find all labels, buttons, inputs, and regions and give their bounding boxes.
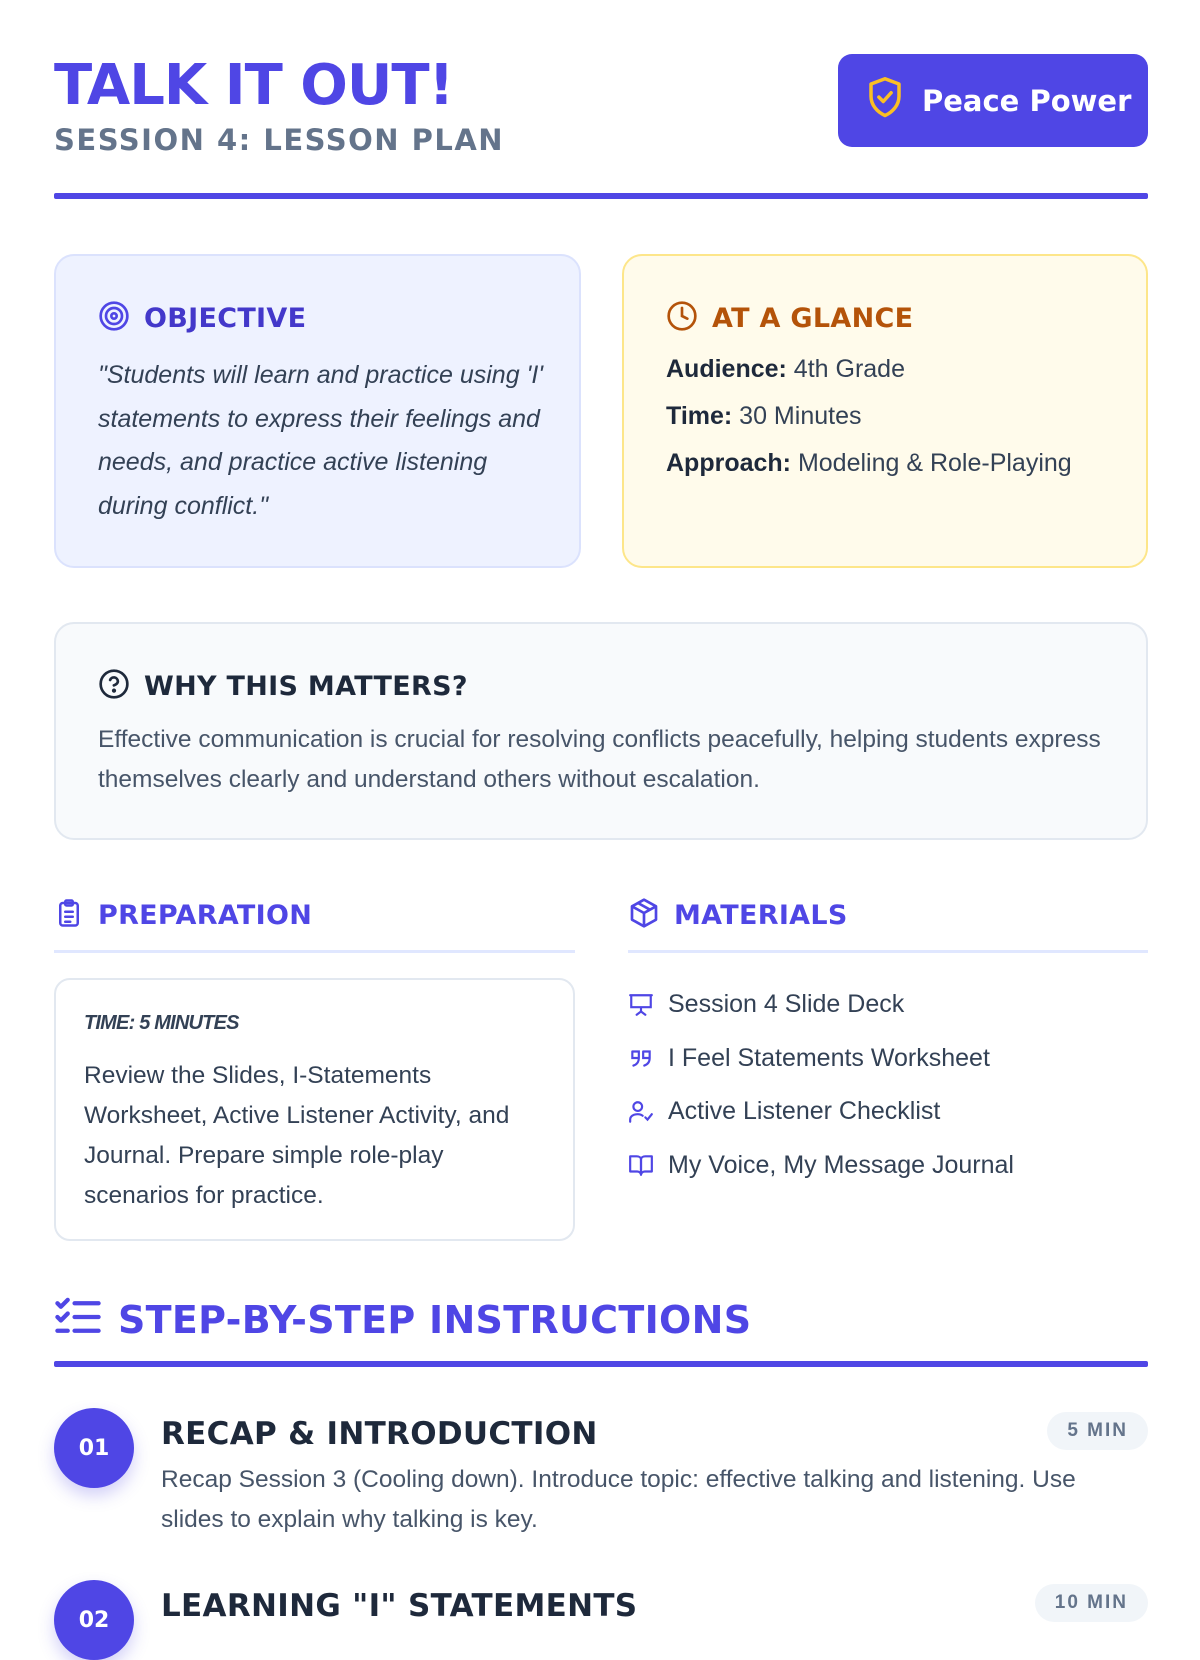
- list-item: [628, 978, 1148, 1032]
- glance-value: 4th Grade: [786, 355, 905, 383]
- material-label: I Feel Statements Worksheet: [668, 1043, 990, 1072]
- at-a-glance-card: [622, 254, 1148, 568]
- instructions-header: [54, 1296, 751, 1343]
- step-duration-badge: 5 MIN: [1047, 1412, 1148, 1450]
- glance-row-audience: [666, 354, 1126, 384]
- materials-divider: [628, 950, 1148, 953]
- instructions-heading: STEP-BY-STEP INSTRUCTIONS: [118, 1297, 752, 1342]
- preparation-heading: PREPARATION: [98, 900, 313, 931]
- glance-list: [666, 354, 1126, 495]
- list-item: [628, 1139, 1148, 1193]
- glance-heading: AT A GLANCE: [712, 303, 914, 334]
- why-heading: WHY THIS MATTERS?: [144, 671, 468, 702]
- step-duration-badge: 10 MIN: [1035, 1584, 1148, 1622]
- glance-key: Approach:: [666, 449, 791, 477]
- materials-heading: MATERIALS: [674, 900, 848, 931]
- book-open-icon: [628, 1152, 654, 1178]
- preparation-header: [54, 897, 312, 934]
- step-title: LEARNING "I" STATEMENTS: [161, 1588, 638, 1624]
- peace-power-badge: [838, 54, 1148, 147]
- quote-icon: [628, 1045, 654, 1071]
- page-title: TALK IT OUT!: [54, 53, 454, 118]
- step-title: RECAP & INTRODUCTION: [161, 1416, 598, 1452]
- preparation-divider: [54, 950, 575, 953]
- glance-row-time: [666, 401, 1126, 431]
- material-label: My Voice, My Message Journal: [668, 1150, 1014, 1179]
- preparation-text: Review the Slides, I-Statements Worksheet, Active Listener Activity, and Journal. Prepare simple role-play scenarios for practice.: [84, 1062, 510, 1209]
- glance-header: [666, 300, 913, 337]
- instructions-divider: [54, 1361, 1148, 1367]
- preparation-box: [54, 978, 575, 1241]
- step-number-badge: 01: [54, 1408, 134, 1488]
- list-item: [628, 1085, 1148, 1139]
- glance-key: Time:: [666, 402, 733, 430]
- objective-text: "Students will learn and practice using 'I' statements to express their feelings and needs, and practice active listening during conflict.": [98, 361, 544, 520]
- materials-list: [628, 978, 1148, 1192]
- target-icon: [98, 300, 130, 337]
- clock-icon: [666, 300, 698, 337]
- package-icon: [628, 897, 660, 934]
- shield-check-icon: [864, 75, 906, 126]
- materials-header: [628, 897, 848, 934]
- user-check-icon: [628, 1099, 654, 1125]
- why-this-matters-card: [54, 622, 1148, 840]
- glance-key: Audience:: [666, 355, 787, 383]
- checklist-icon: [54, 1296, 102, 1343]
- material-label: Session 4 Slide Deck: [668, 990, 905, 1019]
- step-description: Recap Session 3 (Cooling down). Introduce topic: effective talking and listening. Use slides to explain why talking is key.: [161, 1466, 1076, 1533]
- question-circle-icon: [98, 668, 130, 705]
- clipboard-list-icon: [54, 897, 84, 934]
- presentation-icon: [628, 992, 654, 1018]
- why-header: [98, 668, 468, 705]
- glance-value: Modeling & Role-Playing: [791, 449, 1072, 477]
- glance-value: 30 Minutes: [732, 402, 862, 430]
- step-number-badge: 02: [54, 1580, 134, 1660]
- glance-row-approach: [666, 448, 1126, 478]
- header-divider: [54, 193, 1148, 199]
- list-item: [628, 1032, 1148, 1086]
- preparation-time: TIME: 5 MINUTES: [84, 1012, 239, 1034]
- step-item: [54, 1580, 1148, 1660]
- why-text: Effective communication is crucial for resolving conflicts peacefully, helping students express themselves clearly and understand others without escalation.: [98, 726, 1101, 793]
- objective-header: [98, 300, 306, 337]
- objective-heading: OBJECTIVE: [144, 303, 307, 334]
- page-header: [54, 54, 1148, 202]
- objective-card: [54, 254, 581, 568]
- step-item: [54, 1408, 1148, 1538]
- badge-label: Peace Power: [922, 83, 1132, 118]
- material-label: Active Listener Checklist: [668, 1097, 941, 1126]
- page-subtitle: SESSION 4: LESSON PLAN: [54, 123, 505, 157]
